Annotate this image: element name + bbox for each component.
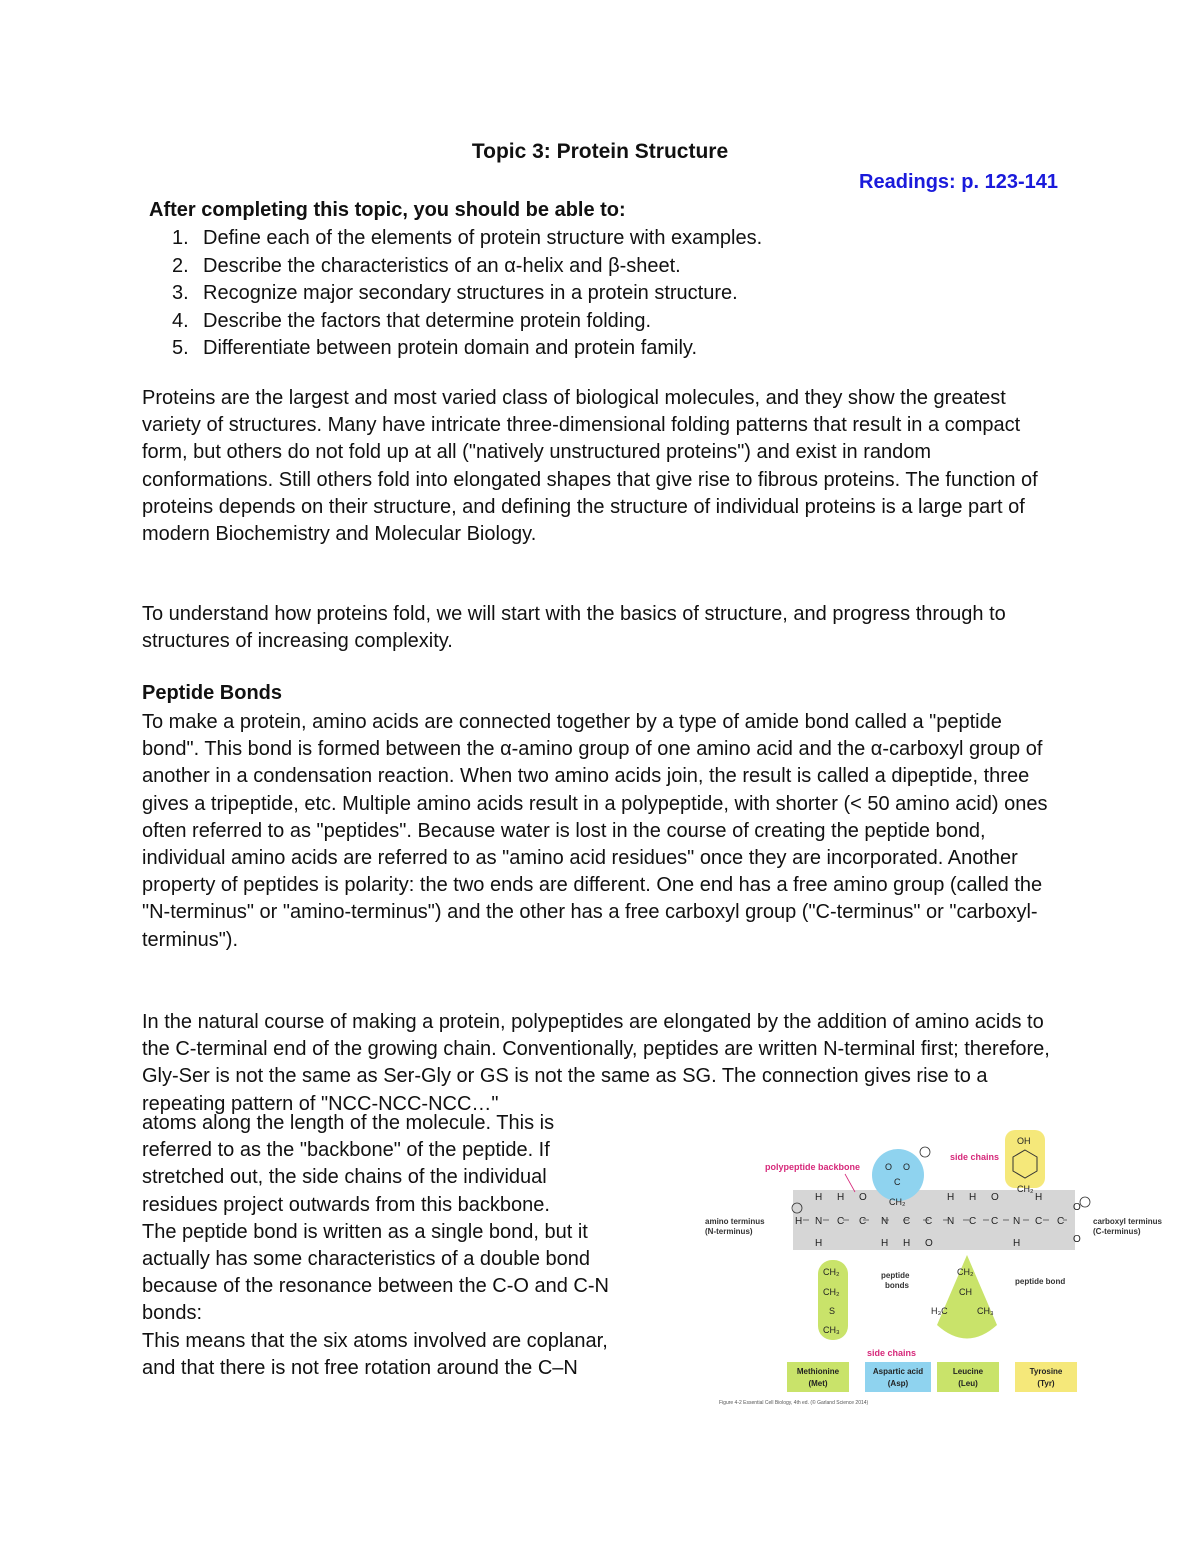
readings-reference: Readings: p. 123-141 bbox=[859, 171, 1058, 193]
svg-text:H: H bbox=[815, 1238, 823, 1249]
svg-text:H: H bbox=[1013, 1238, 1021, 1249]
svg-text:C: C bbox=[894, 1177, 901, 1187]
svg-text:CH₃: CH₃ bbox=[823, 1325, 840, 1335]
svg-text:N: N bbox=[1013, 1216, 1021, 1227]
backbone-band bbox=[793, 1190, 1075, 1250]
objectives-list bbox=[172, 225, 762, 363]
peptide-bond-paragraph: To make a protein, amino acids are connected together by a type of amide bond called a "peptide bond". This bond is formed between the α-amino group of one amino acid and the α-carboxyl group of another in a condensation reaction. When two amino acids join, the result is called a dipeptide, three gives a tripeptide, etc. Multiple amino acids result in a polypeptide, with shorter (< 50 amino acid) ones often referred to as "peptides". Because water is lost in the course of creating the peptide bond, individual amino acids are referred to as "amino acid residues" once they are incorporated. Another property of peptides is polarity: the two ends are different. One end has a free amino group (called the "N-terminus" or "amino-terminus") and the other has a free carboxyl group ("C-terminus" or "carboxyl-terminus"). bbox=[142, 711, 1048, 951]
svg-text:H: H bbox=[795, 1216, 803, 1227]
svg-text:H: H bbox=[947, 1192, 955, 1203]
svg-text:O: O bbox=[885, 1162, 893, 1172]
objective-item: 5. Differentiate between protein domain and protein family. bbox=[172, 337, 697, 359]
svg-text:(Asp): (Asp) bbox=[887, 1379, 909, 1388]
svg-text:C: C bbox=[1035, 1216, 1043, 1227]
svg-text:H: H bbox=[881, 1238, 889, 1249]
section-heading-peptide-bonds: Peptide Bonds bbox=[142, 682, 283, 704]
polypeptide-diagram bbox=[705, 1130, 1185, 1420]
label-peptide-bonds-2: bonds bbox=[885, 1281, 909, 1290]
svg-text:C: C bbox=[925, 1216, 933, 1227]
svg-text:O: O bbox=[1073, 1234, 1081, 1245]
svg-text:N: N bbox=[881, 1216, 889, 1227]
objectives-heading: After completing this topic, you should be able to: bbox=[149, 199, 626, 221]
label-n-terminus: (N-terminus) bbox=[705, 1227, 753, 1236]
svg-text:H: H bbox=[969, 1192, 977, 1203]
negative-charge-icon bbox=[1080, 1197, 1090, 1207]
svg-text:OH: OH bbox=[1017, 1136, 1031, 1146]
intro-paragraph: Proteins are the largest and most varied class of biological molecules, and they show the greatest variety of structures. Many have intricate three-dimensional folding patterns that result in a compact form, but others do not fold up at all ("natively unstructured proteins") and exist in random conformations. Still others fold into elongated shapes that give rise to fibrous proteins. The function of proteins depends on their structure, and defining the structure of individual proteins is a large part of modern Biochemistry and Molecular Biology. bbox=[142, 387, 1038, 546]
svg-text:CH₂: CH₂ bbox=[1017, 1184, 1034, 1194]
svg-text:C: C bbox=[991, 1216, 999, 1227]
svg-text:(Tyr): (Tyr) bbox=[1037, 1379, 1055, 1388]
svg-text:Aspartic acid: Aspartic acid bbox=[872, 1367, 924, 1376]
label-side-chains-bottom: side chains bbox=[867, 1348, 917, 1358]
label-amino-terminus: amino terminus bbox=[705, 1217, 765, 1226]
label-peptide-bonds-1: peptide bbox=[881, 1271, 910, 1280]
svg-text:CH₂: CH₂ bbox=[889, 1197, 906, 1207]
polypeptide-figure bbox=[705, 1130, 1185, 1420]
svg-text:CH₃: CH₃ bbox=[977, 1306, 994, 1316]
objective-item: 4. Describe the factors that determine protein folding. bbox=[172, 309, 652, 332]
svg-text:H₃C: H₃C bbox=[931, 1306, 948, 1316]
svg-text:C: C bbox=[1057, 1216, 1065, 1227]
backbone-paragraph: atoms along the length of the molecule. This is referred to as the "backbone" of the peptide. If stretched out, the side chains of the individual residues project outwards from this backbone. The peptide bond is written as a single bond, but it actually has some characteristics of a double bond because of the resonance between the C-O and C-N bonds: This means that the six atoms involved are coplanar, and that there is not free rotation around the C–N bbox=[142, 1112, 609, 1379]
svg-text:CH₂: CH₂ bbox=[957, 1267, 974, 1277]
svg-text:S: S bbox=[829, 1306, 836, 1316]
approach-paragraph: To understand how proteins fold, we will start with the basics of structure, and progress through to structures of increasing complexity. bbox=[142, 603, 1006, 653]
label-c-terminus: (C-terminus) bbox=[1093, 1227, 1141, 1236]
svg-text:O: O bbox=[903, 1162, 911, 1172]
svg-text:C: C bbox=[859, 1216, 867, 1227]
svg-text:C: C bbox=[903, 1216, 911, 1227]
svg-text:(Met): (Met) bbox=[808, 1379, 828, 1388]
svg-text:H: H bbox=[903, 1238, 911, 1249]
objective-item: 3. Recognize major secondary structures in a protein structure. bbox=[172, 282, 738, 304]
label-polypeptide-backbone: polypeptide backbone bbox=[765, 1162, 861, 1172]
residue-name-boxes bbox=[787, 1362, 1077, 1392]
svg-text:H: H bbox=[837, 1192, 845, 1203]
svg-text:(Leu): (Leu) bbox=[958, 1379, 978, 1388]
svg-text:H: H bbox=[1035, 1192, 1043, 1203]
svg-text:C: C bbox=[969, 1216, 977, 1227]
objective-item: 2. Describe the characteristics of an α-helix and β-sheet. bbox=[172, 254, 681, 277]
svg-text:N: N bbox=[815, 1216, 823, 1227]
svg-text:Tyrosine: Tyrosine bbox=[1029, 1367, 1063, 1376]
svg-text:O: O bbox=[991, 1192, 999, 1203]
svg-text:O: O bbox=[925, 1238, 933, 1249]
label-peptide-bond: peptide bond bbox=[1015, 1277, 1066, 1286]
elongation-paragraph: In the natural course of making a protein, polypeptides are elongated by the addition of amino acids to the C-terminal end of the growing chain. Conventionally, peptides are written N-terminal first; therefore, Gly-Ser is not the same as Ser-Gly or GS is not the same as SG. The connection gives rise to a repeating pattern of "NCC-NCC-NCC…" bbox=[142, 1011, 1050, 1115]
svg-text:CH₂: CH₂ bbox=[823, 1287, 840, 1297]
svg-text:O: O bbox=[1073, 1202, 1081, 1213]
svg-text:CH₂: CH₂ bbox=[823, 1267, 840, 1277]
svg-text:Leucine: Leucine bbox=[952, 1367, 984, 1376]
asp-charge-icon bbox=[920, 1147, 930, 1157]
asp-side-chain-shape bbox=[872, 1149, 924, 1201]
svg-text:Methionine: Methionine bbox=[796, 1367, 840, 1376]
figure-caption: Figure 4-2 Essential Cell Biology, 4th ed. (© Garland Science 2014) bbox=[719, 1400, 869, 1406]
objective-item: 1. Define each of the elements of protein structure with examples. bbox=[172, 227, 763, 249]
svg-text:N: N bbox=[947, 1216, 955, 1227]
label-side-chains-top: side chains bbox=[950, 1152, 1000, 1162]
svg-text:H: H bbox=[815, 1192, 823, 1203]
svg-text:CH: CH bbox=[959, 1287, 972, 1297]
svg-text:C: C bbox=[837, 1216, 845, 1227]
label-carboxyl-terminus: carboxyl terminus bbox=[1093, 1217, 1162, 1226]
page-title: Topic 3: Protein Structure bbox=[471, 140, 729, 163]
svg-text:O: O bbox=[859, 1192, 867, 1203]
